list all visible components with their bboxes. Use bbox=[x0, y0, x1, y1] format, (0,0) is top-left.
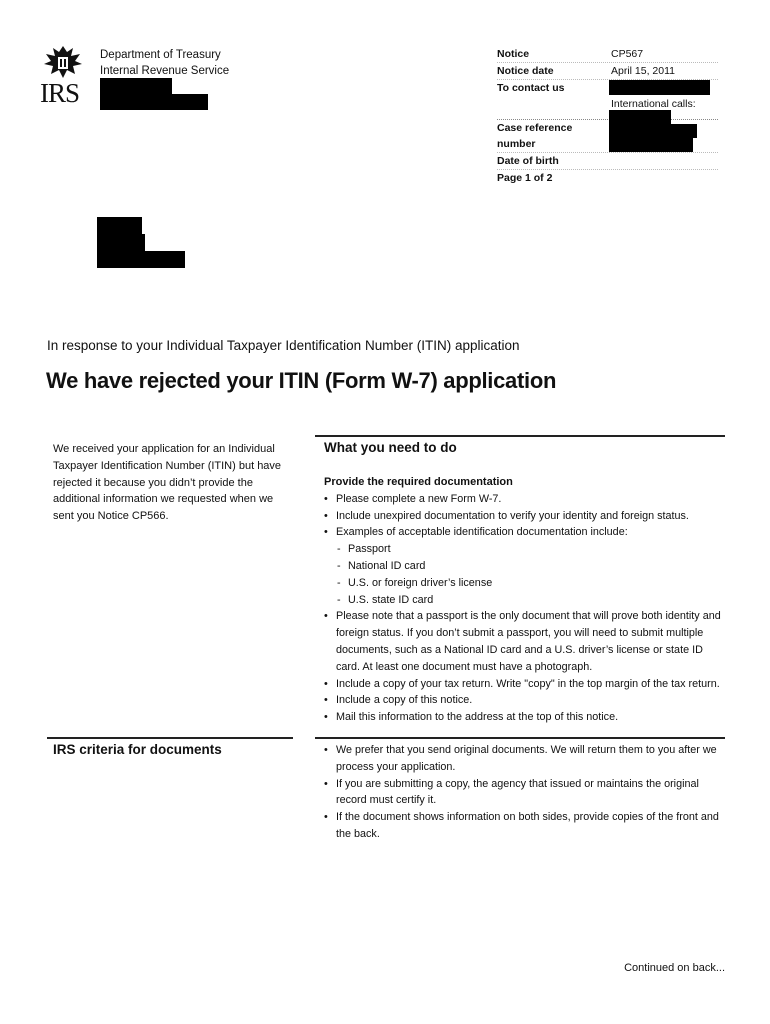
list-item: • Mail this information to the address at the top of this notice. bbox=[324, 709, 728, 726]
what-you-need-list bbox=[324, 474, 728, 726]
dob-label: Date of birth bbox=[497, 155, 559, 167]
summary-text: We received your application for an Individual Taxpayer Identification Number (ITIN) but have rejected it because you didn’t provide the additional information we requested when we sent you Notice CP566. bbox=[53, 443, 282, 523]
list-item: • If the document shows information on both sides, provide copies of the front and the back. bbox=[324, 809, 728, 843]
redacted-block bbox=[609, 110, 671, 124]
list-item: • Include a copy of this notice. bbox=[324, 692, 728, 709]
section-divider bbox=[315, 737, 725, 739]
contact-label: To contact us bbox=[497, 82, 565, 94]
criteria-list bbox=[324, 742, 728, 843]
list-item: • Include a copy of your tax return. Write "copy" in the top margin of the tax return. bbox=[324, 676, 728, 693]
notice-date-row bbox=[497, 62, 718, 79]
case-reference-label: Case reference number bbox=[497, 122, 573, 150]
required-docs-subheading: Provide the required documentation bbox=[324, 476, 513, 488]
list-item: • Examples of acceptable identification documentation include: bbox=[324, 524, 728, 541]
redacted-block bbox=[609, 124, 697, 138]
redacted-block bbox=[100, 78, 172, 94]
irs-logo-text: IRS bbox=[40, 78, 80, 108]
list-item: • Please complete a new Form W-7. bbox=[324, 491, 728, 508]
redacted-block bbox=[97, 251, 185, 268]
section-divider bbox=[315, 435, 725, 437]
list-item: • Please note that a passport is the only document that will prove both identity and foreign status. If you don’t submit a passport, you will need to submit multiple documents, such as a National ID card and a U.S. driver’s license or state ID card. At least one document must have a photograph. bbox=[324, 608, 728, 675]
agency-name bbox=[100, 47, 229, 79]
page-number: Page 1 of 2 bbox=[497, 172, 553, 184]
redacted-block bbox=[100, 94, 208, 110]
list-item: • We prefer that you send original documents. We will return them to you after we process your application. bbox=[324, 742, 728, 776]
redacted-block bbox=[609, 80, 710, 95]
example-item: - Passport bbox=[324, 541, 728, 558]
redacted-block bbox=[97, 217, 142, 234]
intro-line: In response to your Individual Taxpayer Identification Number (ITIN) application bbox=[47, 338, 520, 353]
notice-date-label: Notice date bbox=[497, 65, 554, 77]
example-item: - National ID card bbox=[324, 558, 728, 575]
agency-line-1: Department of Treasury bbox=[100, 49, 221, 61]
redacted-block bbox=[97, 234, 145, 251]
list-item: • Include unexpired documentation to verify your identity and foreign status. bbox=[324, 508, 728, 525]
criteria-heading: IRS criteria for documents bbox=[53, 742, 222, 757]
page-row bbox=[497, 169, 718, 186]
agency-line-2: Internal Revenue Service bbox=[100, 65, 230, 77]
notice-value: CP567 bbox=[611, 48, 644, 60]
dob-row bbox=[497, 152, 718, 169]
what-you-need-heading: What you need to do bbox=[324, 440, 457, 455]
contact-international: International calls: bbox=[611, 98, 696, 110]
notice-date-value: April 15, 2011 bbox=[611, 65, 676, 77]
notice-row bbox=[497, 46, 718, 62]
section-divider bbox=[47, 737, 293, 739]
example-item: - U.S. state ID card bbox=[324, 592, 728, 609]
page-title: We have rejected your ITIN (Form W-7) application bbox=[46, 368, 557, 393]
list-item: • If you are submitting a copy, the agency that issued or maintains the original record must certify it. bbox=[324, 776, 728, 810]
example-item: - U.S. or foreign driver’s license bbox=[324, 575, 728, 592]
notice-label: Notice bbox=[497, 48, 530, 60]
continued-label: Continued on back... bbox=[624, 962, 725, 974]
notice-info-table bbox=[497, 46, 718, 112]
redacted-block bbox=[609, 138, 693, 152]
